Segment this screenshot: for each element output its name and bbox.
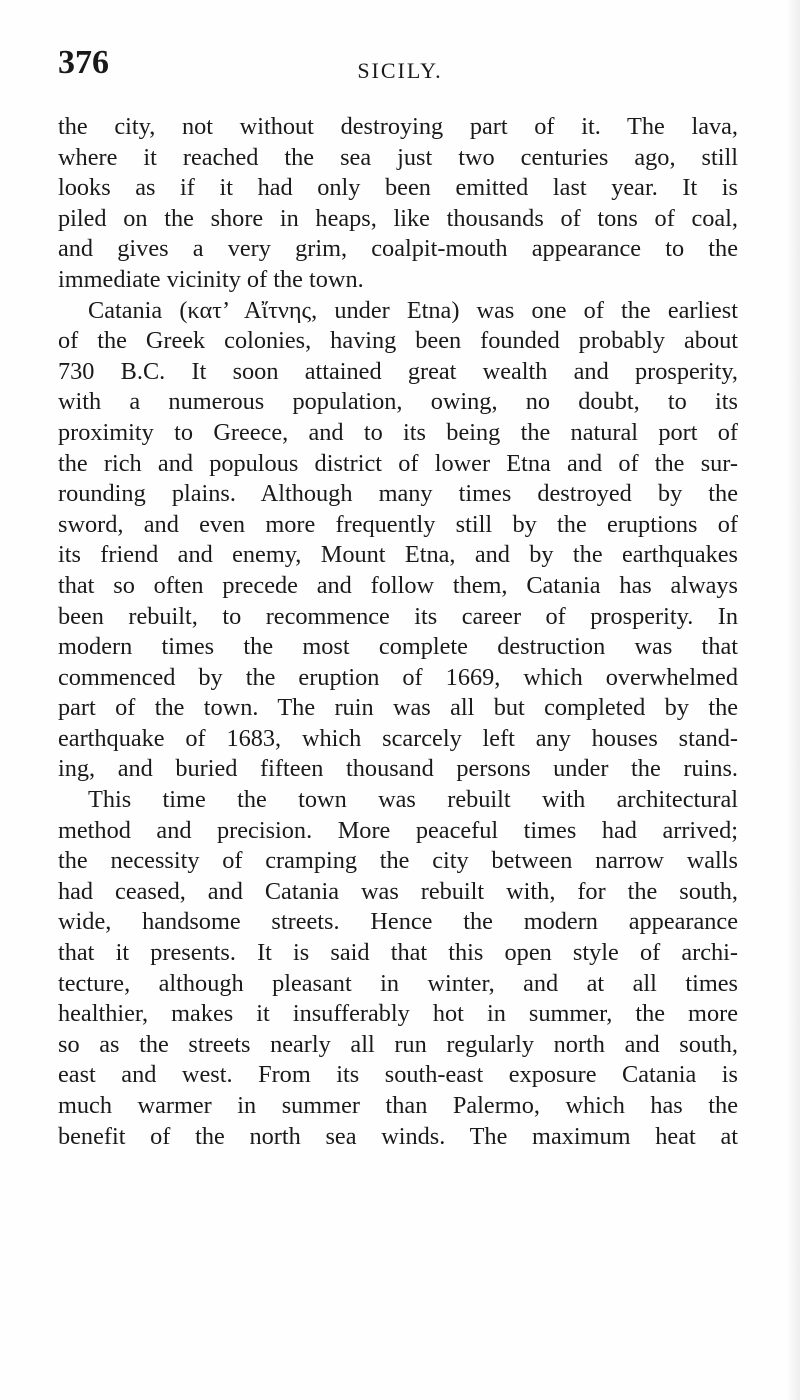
page-number: 376	[58, 44, 109, 81]
text-line: healthier, makes it insufferably hot in summer, the more	[58, 1000, 738, 1028]
text-line: so as the streets nearly all run regularly north and south,	[58, 1030, 738, 1058]
text-line: ing, and buried fifteen thousand persons under the ruins.	[58, 755, 738, 783]
text-line: of the Greek colonies, having been founded probably about	[58, 327, 738, 355]
text-line: part of the town. The ruin was all but completed by the	[58, 694, 738, 722]
text-line: that so often precede and follow them, Catania has always	[58, 571, 738, 599]
text-line: and gives a very grim, coalpit-mouth appearance to the	[58, 235, 738, 263]
text-line: the necessity of cramping the city between narrow walls	[58, 847, 738, 875]
text-line: Catania (κατ’ Αἴτνης, under Etna) was one of the earliest	[88, 296, 738, 324]
text-line: earthquake of 1683, which scarcely left any houses stand-	[58, 724, 738, 752]
text-line: method and precision. More peaceful times had arrived;	[58, 816, 738, 844]
text-line: that it presents. It is said that this open style of archi-	[58, 939, 738, 967]
text-line: had ceased, and Catania was rebuilt with, for the south,	[58, 877, 738, 905]
text-line: 730 B.C. It soon attained great wealth and prosperity,	[58, 357, 738, 385]
text-line: the city, not without destroying part of it. The lava,	[58, 113, 738, 140]
text-line: sword, and even more frequently still by the eruptions of	[58, 510, 738, 538]
body-text	[58, 112, 738, 1152]
text-line: been rebuilt, to recommence its career of prosperity. In	[58, 602, 738, 630]
text-line: east and west. From its south-east exposure Catania is	[58, 1061, 738, 1089]
text-line: wide, handsome streets. Hence the modern appearance	[58, 908, 738, 936]
running-head: SICILY.	[357, 58, 443, 83]
text-line: tecture, although pleasant in winter, and at all times	[58, 969, 738, 997]
text-line: its friend and enemy, Mount Etna, and by the earthquakes	[58, 541, 738, 569]
page-edge-shadow	[786, 0, 800, 1400]
text-line: benefit of the north sea winds. The maximum heat at	[58, 1122, 738, 1150]
text-line: much warmer in summer than Palermo, which has the	[58, 1092, 738, 1119]
text-line: commenced by the eruption of 1669, which overwhelmed	[58, 663, 738, 691]
text-line: immediate vicinity of the town.	[58, 265, 364, 293]
text-line: This time the town was rebuilt with architectural	[88, 786, 738, 814]
text-line: the rich and populous district of lower Etna and of the sur-	[58, 449, 738, 477]
text-line: piled on the shore in heaps, like thousands of tons of coal,	[58, 204, 738, 232]
text-line: looks as if it had only been emitted last year. It is	[58, 174, 738, 202]
text-line: with a numerous population, owing, no doubt, to its	[58, 388, 738, 416]
text-line: proximity to Greece, and to its being the natural port of	[58, 418, 738, 446]
page-header	[58, 44, 742, 88]
text-line: rounding plains. Although many times destroyed by the	[58, 480, 738, 508]
text-line: modern times the most complete destruction was that	[58, 633, 738, 661]
text-line: where it reached the sea just two centuries ago, still	[58, 143, 738, 171]
